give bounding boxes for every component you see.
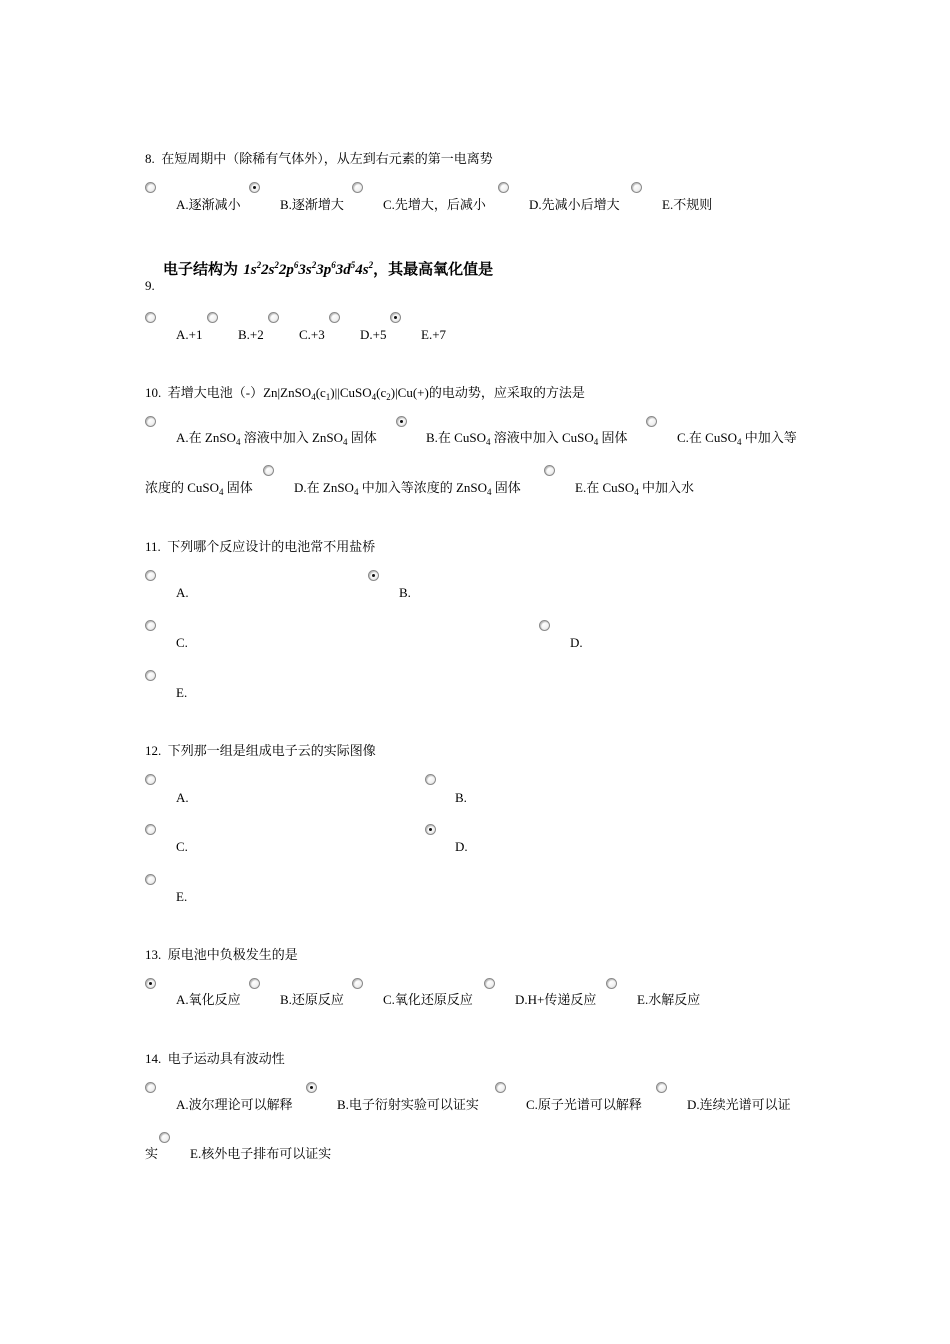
question-14-title bbox=[145, 1051, 285, 1067]
q14-radio-b[interactable] bbox=[306, 1082, 317, 1093]
q14-option-b: B.电子衍射实验可以证实 bbox=[337, 1097, 479, 1112]
orbital-4s: 4s bbox=[355, 262, 369, 278]
q13-radio-a[interactable] bbox=[145, 978, 156, 989]
q13-option-b: B.还原反应 bbox=[280, 992, 344, 1007]
option-text: 固体 bbox=[598, 430, 628, 445]
subscript: 4 bbox=[343, 437, 348, 447]
electron-count: 2 bbox=[311, 260, 317, 270]
q12-radio-e[interactable] bbox=[145, 874, 156, 885]
q11-radio-a[interactable] bbox=[145, 570, 156, 581]
question-text: 下列哪个反应设计的电池常不用盐桥 bbox=[167, 539, 376, 554]
question-text: 原电池中负极发生的是 bbox=[167, 947, 298, 962]
option-text: B.在 CuSO bbox=[426, 430, 486, 445]
electron-count: 2 bbox=[274, 260, 279, 270]
q10-option-e bbox=[575, 480, 694, 496]
orbital-1s: 1s bbox=[243, 262, 257, 278]
question-number: 9. bbox=[145, 278, 155, 293]
q14-option-a: A.波尔理论可以解释 bbox=[176, 1097, 293, 1112]
q10-option-d bbox=[294, 480, 521, 496]
question-text: 电子运动具有波动性 bbox=[167, 1051, 285, 1066]
q10-radio-c[interactable] bbox=[646, 416, 657, 427]
q9-radio-e[interactable] bbox=[390, 312, 401, 323]
electron-count: 5 bbox=[350, 260, 356, 270]
question-text: )||CuSO bbox=[330, 385, 372, 400]
q14-option-d-continued: 实 bbox=[145, 1146, 159, 1161]
q8-option-c: C.先增大，后减小 bbox=[383, 197, 486, 212]
question-8-title bbox=[145, 151, 493, 167]
q14-radio-a[interactable] bbox=[145, 1082, 156, 1093]
option-text: 溶液中加入 ZnSO bbox=[240, 430, 344, 445]
q12-option-e: E. bbox=[176, 889, 188, 904]
question-number: 14. bbox=[145, 1051, 162, 1066]
q8-radio-b[interactable] bbox=[249, 182, 260, 193]
q13-radio-e[interactable] bbox=[606, 978, 617, 989]
subscript: 4 bbox=[593, 437, 599, 447]
q10-option-a bbox=[176, 430, 377, 446]
q8-radio-c[interactable] bbox=[352, 182, 363, 193]
q11-radio-b[interactable] bbox=[368, 570, 379, 581]
q8-option-b: B.逐渐增大 bbox=[280, 197, 344, 212]
electron-count: 2 bbox=[368, 260, 374, 270]
q9-radio-b[interactable] bbox=[207, 312, 218, 323]
question-number: 10. bbox=[145, 385, 162, 400]
q14-radio-e[interactable] bbox=[159, 1132, 170, 1143]
q11-option-b: B. bbox=[399, 585, 411, 600]
q9-option-d: D.+5 bbox=[360, 327, 387, 342]
orbital-2p: 2p bbox=[278, 262, 294, 278]
q12-option-d: D. bbox=[455, 839, 468, 854]
q9-option-b: B.+2 bbox=[238, 327, 264, 342]
q8-option-d: D.先减小后增大 bbox=[529, 197, 620, 212]
option-text: 溶液中加入 CuSO bbox=[490, 430, 594, 445]
orbital-3p: 3p bbox=[316, 262, 332, 278]
question-text: 在短周期中（除稀有气体外），从左到右元素的第一电离势 bbox=[161, 151, 493, 166]
option-text: 浓度的 CuSO bbox=[145, 480, 220, 495]
orbital-3s: 3s bbox=[298, 262, 312, 278]
q12-option-b: B. bbox=[455, 790, 467, 805]
q11-option-c: C. bbox=[176, 635, 188, 650]
q11-radio-d[interactable] bbox=[539, 620, 550, 631]
question-number: 13. bbox=[145, 947, 162, 962]
q13-radio-d[interactable] bbox=[484, 978, 495, 989]
q12-radio-a[interactable] bbox=[145, 774, 156, 785]
option-text: 固体 bbox=[347, 430, 377, 445]
electron-count: 2 bbox=[256, 260, 262, 270]
subscript: 4 bbox=[485, 437, 491, 447]
orbital-2s: 2s bbox=[261, 262, 275, 278]
question-number: 11. bbox=[145, 539, 161, 554]
subscript: 2 bbox=[386, 392, 391, 402]
subscript: 4 bbox=[371, 392, 377, 402]
q9-radio-d[interactable] bbox=[329, 312, 340, 323]
subscript: 4 bbox=[235, 437, 241, 447]
option-text: 中加入等浓度的 ZnSO bbox=[358, 480, 488, 495]
electron-count: 6 bbox=[331, 260, 336, 270]
option-text: E.在 CuSO bbox=[575, 480, 635, 495]
q11-option-a: A. bbox=[176, 585, 189, 600]
q10-radio-d[interactable] bbox=[263, 465, 274, 476]
orbital-3d: 3d bbox=[335, 262, 351, 278]
option-text: 固体 bbox=[491, 480, 521, 495]
q14-option-d: D.连续光谱可以证 bbox=[687, 1097, 791, 1112]
q14-option-c: C.原子光谱可以解释 bbox=[526, 1097, 642, 1112]
subscript: 4 bbox=[311, 392, 316, 402]
q8-radio-e[interactable] bbox=[631, 182, 642, 193]
q12-radio-b[interactable] bbox=[425, 774, 436, 785]
q13-option-a: A.氧化反应 bbox=[176, 992, 241, 1007]
subscript: 1 bbox=[325, 392, 331, 402]
question-13-title bbox=[145, 947, 298, 963]
subscript: 4 bbox=[736, 437, 742, 447]
option-text: 中加入水 bbox=[638, 480, 694, 495]
q11-radio-e[interactable] bbox=[145, 670, 156, 681]
q10-option-c bbox=[677, 430, 797, 446]
q10-option-b bbox=[426, 430, 628, 446]
q12-radio-c[interactable] bbox=[145, 824, 156, 835]
q11-option-d: D. bbox=[570, 635, 583, 650]
question-number: 8. bbox=[145, 151, 155, 166]
subscript: 4 bbox=[634, 487, 639, 497]
question-text: (c bbox=[376, 385, 387, 400]
q10-radio-a[interactable] bbox=[145, 416, 156, 427]
q10-radio-b[interactable] bbox=[396, 416, 407, 427]
question-text-post: ，其最高氧化值是 bbox=[373, 260, 494, 278]
question-number: 12. bbox=[145, 743, 162, 758]
subscript: 4 bbox=[487, 487, 492, 497]
q12-option-c: C. bbox=[176, 839, 188, 854]
q11-option-e: E. bbox=[176, 685, 188, 700]
option-text: 固体 bbox=[223, 480, 253, 495]
question-text: 若增大电池（-）Zn|ZnSO bbox=[167, 385, 312, 400]
question-text: (c bbox=[315, 385, 326, 400]
q9-option-a: A.+1 bbox=[176, 327, 203, 342]
q14-option-e: E.核外电子排布可以证实 bbox=[190, 1146, 332, 1161]
q14-radio-c[interactable] bbox=[495, 1082, 506, 1093]
q13-radio-b[interactable] bbox=[249, 978, 260, 989]
q8-radio-a[interactable] bbox=[145, 182, 156, 193]
q8-option-e: E.不规则 bbox=[662, 197, 713, 212]
option-text: D.在 ZnSO bbox=[294, 480, 354, 495]
electron-count: 6 bbox=[293, 260, 299, 270]
q13-option-e: E.水解反应 bbox=[637, 992, 701, 1007]
subscript: 4 bbox=[353, 487, 359, 497]
q12-option-a: A. bbox=[176, 790, 189, 805]
q10-radio-e[interactable] bbox=[544, 465, 555, 476]
q9-option-c: C.+3 bbox=[299, 327, 325, 342]
question-12-title bbox=[145, 743, 376, 759]
q13-option-d: D.H+传递反应 bbox=[515, 992, 597, 1007]
q9-option-e: E.+7 bbox=[421, 327, 447, 342]
electron-configuration bbox=[243, 262, 373, 278]
q13-radio-c[interactable] bbox=[352, 978, 363, 989]
option-text: C.在 CuSO bbox=[677, 430, 737, 445]
q14-radio-d[interactable] bbox=[656, 1082, 667, 1093]
question-text: )|Cu(+)的电动势，应采取的方法是 bbox=[390, 385, 585, 400]
q13-option-c: C.氧化还原反应 bbox=[383, 992, 473, 1007]
q12-radio-d[interactable] bbox=[425, 824, 436, 835]
question-11-title bbox=[145, 539, 375, 555]
q10-option-c-continued bbox=[145, 480, 253, 496]
q8-radio-d[interactable] bbox=[498, 182, 509, 193]
option-text: 中加入等 bbox=[741, 430, 797, 445]
subscript: 4 bbox=[219, 487, 224, 497]
question-text: 下列那一组是组成电子云的实际图像 bbox=[167, 743, 376, 758]
q11-radio-c[interactable] bbox=[145, 620, 156, 631]
option-text: A.在 ZnSO bbox=[176, 430, 236, 445]
q9-radio-a[interactable] bbox=[145, 312, 156, 323]
q8-option-a: A.逐渐减小 bbox=[176, 197, 241, 212]
q9-radio-c[interactable] bbox=[268, 312, 279, 323]
question-10-title bbox=[145, 385, 585, 401]
question-text-pre: 电子结构为 bbox=[163, 260, 244, 278]
question-9-title bbox=[163, 261, 493, 278]
